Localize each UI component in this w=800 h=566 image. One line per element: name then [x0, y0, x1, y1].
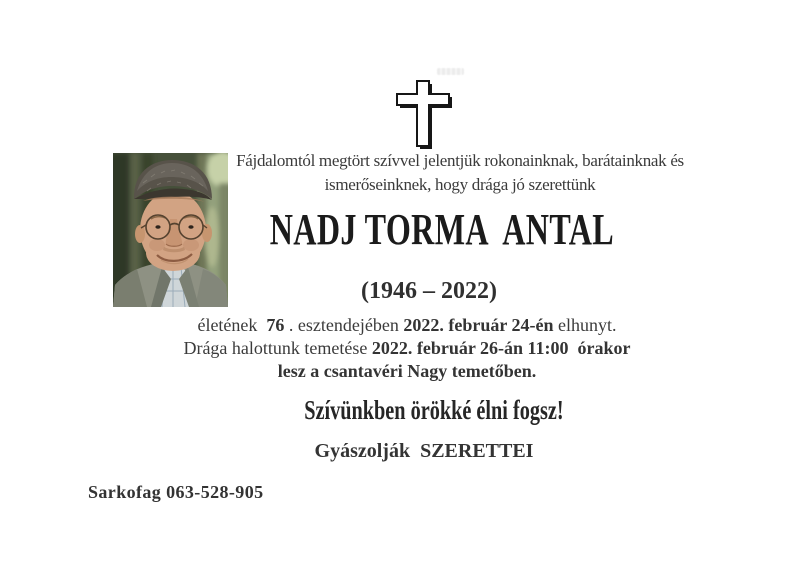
faint-watermark: [437, 68, 464, 75]
mourners-text: Gyászolják SZERETTEI: [314, 440, 534, 462]
intro-line-2: ismerőseinknek, hogy drága jó szerettünk: [324, 175, 596, 194]
contact-line: Sarkofag 063-528-905: [88, 482, 264, 502]
farewell-text: Szívünkben örökké élni fogsz!: [304, 395, 564, 425]
funeral-place: lesz a csantavéri Nagy temetőben.: [277, 361, 537, 381]
death-line-post: elhunyt.: [553, 315, 617, 335]
death-line: [0, 314, 800, 337]
death-date: 2022. február 24-én: [403, 315, 554, 335]
funeral-datetime: 2022. február 26-án 11:00 órakor: [371, 338, 631, 358]
deceased-name-text: NADJ TORMA ANTAL: [269, 205, 615, 254]
announcement-intro: [0, 149, 800, 197]
death-line-mid: . esztendejében: [284, 315, 404, 335]
death-age: 76: [266, 315, 285, 335]
cross-icon: [396, 76, 452, 150]
life-years: (1946 – 2022): [361, 278, 497, 304]
funeral-line: [0, 337, 800, 360]
mourners-line: [0, 438, 800, 464]
death-line-pre: életének: [197, 315, 267, 335]
intro-line-1: Fájdalomtól megtört szívvel jelentjük rokonainknak, barátainknak és: [236, 151, 684, 170]
farewell-message: [0, 393, 800, 432]
cross-icon-svg: [396, 76, 452, 150]
funeral-line-pre: Drága halottunk temetése: [183, 338, 372, 358]
funeral-details: [0, 314, 800, 383]
deceased-name: [0, 205, 800, 254]
